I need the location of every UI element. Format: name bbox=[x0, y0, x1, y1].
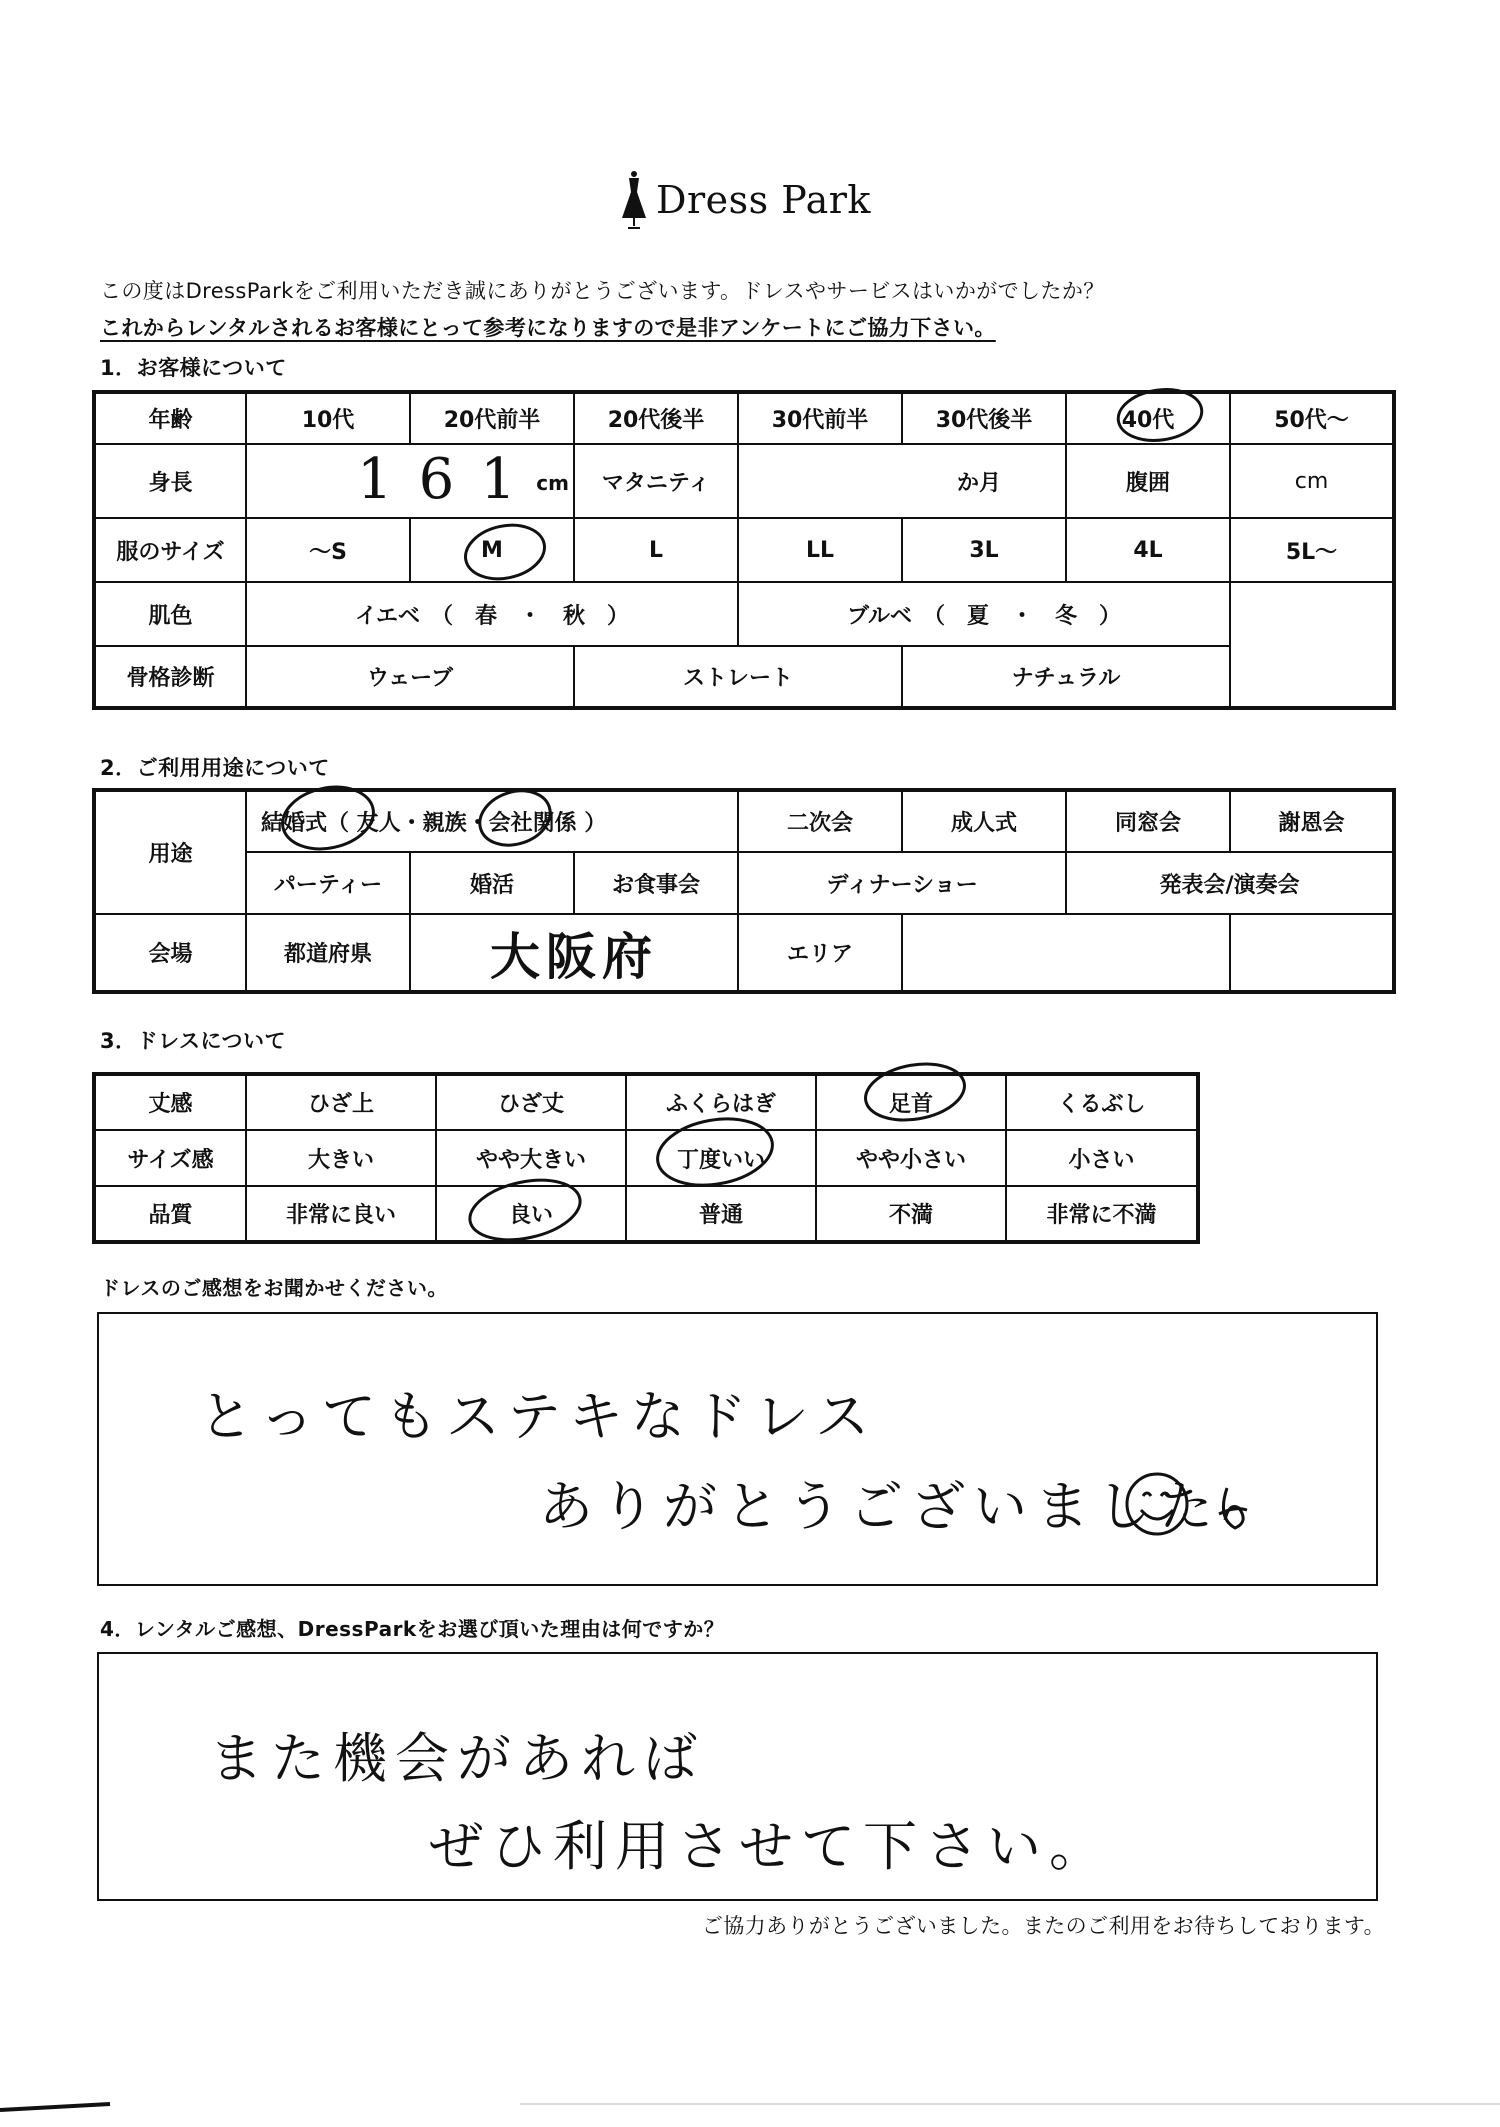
fit-option[interactable]: やや小さい bbox=[816, 1130, 1006, 1186]
purpose-option[interactable]: 成人式 bbox=[902, 790, 1066, 852]
intro-text: この度はDressParkをご利用いただき誠にありがとうございます。ドレスやサービスはいかがでしたか？ bbox=[100, 279, 1105, 303]
smiley-face-icon bbox=[1119, 1464, 1279, 1544]
quality-label: 品質 bbox=[94, 1186, 246, 1242]
height-label: 身長 bbox=[94, 444, 246, 518]
reason-box[interactable] bbox=[97, 1652, 1378, 1901]
section2-heading: 2．ご利用用途について bbox=[100, 756, 330, 780]
fit-option[interactable]: 小さい bbox=[1006, 1130, 1198, 1186]
age-option[interactable]: 30代前半 bbox=[738, 392, 902, 444]
footer-thanks: ご協力ありがとうございました。またのご利用をお待ちしております。 bbox=[701, 1914, 1385, 1938]
height-unit: cm bbox=[536, 471, 569, 495]
prefecture-value[interactable]: 大阪府 bbox=[410, 914, 738, 992]
age-row bbox=[94, 392, 1394, 444]
height-row bbox=[94, 444, 1394, 518]
quality-option[interactable]: 普通 bbox=[626, 1186, 816, 1242]
fit-option[interactable]: 大きい bbox=[246, 1130, 436, 1186]
purpose-option[interactable]: 同窓会 bbox=[1066, 790, 1230, 852]
frame-row bbox=[94, 646, 1394, 708]
size-option[interactable]: 4L bbox=[1066, 518, 1230, 582]
blank-cell bbox=[1230, 914, 1394, 992]
skin-row bbox=[94, 582, 1394, 646]
age-option-selected[interactable]: 40代 bbox=[1066, 392, 1230, 444]
length-label: 丈感 bbox=[94, 1074, 246, 1130]
section3-heading: 3．ドレスについて bbox=[100, 1029, 287, 1053]
size-row bbox=[94, 518, 1394, 582]
frame-option[interactable]: ナチュラル bbox=[902, 646, 1230, 708]
age-option[interactable]: 50代～ bbox=[1230, 392, 1394, 444]
dress-icon bbox=[620, 170, 648, 230]
age-option[interactable]: 10代 bbox=[246, 392, 410, 444]
frame-option[interactable]: ストレート bbox=[574, 646, 902, 708]
age-label: 年齢 bbox=[94, 392, 246, 444]
purpose-option[interactable]: 発表会/演奏会 bbox=[1066, 852, 1394, 914]
fit-label: サイズ感 bbox=[94, 1130, 246, 1186]
purpose-option[interactable]: 謝恩会 bbox=[1230, 790, 1394, 852]
purpose-option[interactable]: 二次会 bbox=[738, 790, 902, 852]
quality-option[interactable]: 非常に良い bbox=[246, 1186, 436, 1242]
size-option[interactable]: ～S bbox=[246, 518, 410, 582]
fit-option[interactable]: やや大きい bbox=[436, 1130, 626, 1186]
size-label: 服のサイズ bbox=[94, 518, 246, 582]
fit-row bbox=[94, 1130, 1198, 1186]
frame-label: 骨格診断 bbox=[94, 646, 246, 708]
length-option-selected[interactable]: 足首 bbox=[816, 1074, 1006, 1130]
section1-heading: 1．お客様について bbox=[100, 356, 287, 380]
brand-logo bbox=[620, 170, 871, 230]
scan-edge-mark bbox=[0, 2104, 110, 2110]
blank-cell bbox=[1230, 582, 1394, 646]
impressions-box[interactable] bbox=[97, 1312, 1378, 1586]
age-option[interactable]: 20代後半 bbox=[574, 392, 738, 444]
maternity-label: マタニティ bbox=[574, 444, 738, 518]
size-option[interactable]: LL bbox=[738, 518, 902, 582]
length-option[interactable]: ひざ丈 bbox=[436, 1074, 626, 1130]
impressions-prompt: ドレスのご感想をお聞かせください。 bbox=[100, 1276, 448, 1300]
height-value: 161 bbox=[357, 447, 542, 512]
quality-option[interactable]: 不満 bbox=[816, 1186, 1006, 1242]
dress-table bbox=[92, 1072, 1200, 1244]
purpose-label: 用途 bbox=[94, 790, 246, 914]
area-label: エリア bbox=[738, 914, 902, 992]
maternity-months[interactable]: か月 bbox=[738, 444, 1066, 518]
reason-line-2: ぜひ利用させて下さい。 bbox=[429, 1815, 1111, 1878]
impressions-line-2: ありがとうございました bbox=[539, 1475, 1221, 1538]
intro-request: これからレンタルされるお客様にとって参考になりますので是非アンケートにご協力下さい。 bbox=[100, 316, 996, 340]
blank-cell bbox=[1230, 646, 1394, 708]
size-option-selected[interactable]: M bbox=[410, 518, 574, 582]
purpose-option[interactable]: 婚活 bbox=[410, 852, 574, 914]
customer-table bbox=[92, 390, 1396, 710]
quality-option[interactable]: 非常に不満 bbox=[1006, 1186, 1198, 1242]
purpose-wedding[interactable]: 結婚式（ 友人・親族・会社関係 ） bbox=[246, 790, 738, 852]
age-option[interactable]: 20代前半 bbox=[410, 392, 574, 444]
purpose-row-1 bbox=[94, 790, 1394, 852]
quality-option-selected[interactable]: 良い bbox=[436, 1186, 626, 1242]
height-field[interactable] bbox=[246, 444, 574, 518]
purpose-row-2 bbox=[94, 852, 1394, 914]
waist-unit[interactable]: cm bbox=[1230, 444, 1394, 518]
venue-label: 会場 bbox=[94, 914, 246, 992]
length-option[interactable]: くるぶし bbox=[1006, 1074, 1198, 1130]
size-option[interactable]: 3L bbox=[902, 518, 1066, 582]
skin-yellow[interactable]: イエベ （ 春 ・ 秋 ） bbox=[246, 582, 738, 646]
length-option[interactable]: ひざ上 bbox=[246, 1074, 436, 1130]
quality-row bbox=[94, 1186, 1198, 1242]
purpose-option[interactable]: お食事会 bbox=[574, 852, 738, 914]
size-option[interactable]: 5L～ bbox=[1230, 518, 1394, 582]
purpose-table bbox=[92, 788, 1396, 994]
length-option[interactable]: ふくらはぎ bbox=[626, 1074, 816, 1130]
waist-label: 腹囲 bbox=[1066, 444, 1230, 518]
skin-label: 肌色 bbox=[94, 582, 246, 646]
fit-option-selected[interactable]: 丁度いい bbox=[626, 1130, 816, 1186]
purpose-option[interactable]: パーティー bbox=[246, 852, 410, 914]
frame-option[interactable]: ウェーブ bbox=[246, 646, 574, 708]
reason-line-1: また機会があれば bbox=[209, 1727, 705, 1790]
impressions-line-1: とってもステキなドレス bbox=[199, 1385, 878, 1448]
length-row bbox=[94, 1074, 1198, 1130]
venue-row bbox=[94, 914, 1394, 992]
section4-heading: 4．レンタルご感想、DressParkをお選び頂いた理由は何ですか？ bbox=[100, 1617, 725, 1641]
purpose-option[interactable]: ディナーショー bbox=[738, 852, 1066, 914]
skin-blue[interactable]: ブルベ （ 夏 ・ 冬 ） bbox=[738, 582, 1230, 646]
prefecture-label: 都道府県 bbox=[246, 914, 410, 992]
brand-name: Dress Park bbox=[656, 178, 871, 222]
age-option[interactable]: 30代後半 bbox=[902, 392, 1066, 444]
size-option[interactable]: L bbox=[574, 518, 738, 582]
area-value[interactable] bbox=[902, 914, 1230, 992]
